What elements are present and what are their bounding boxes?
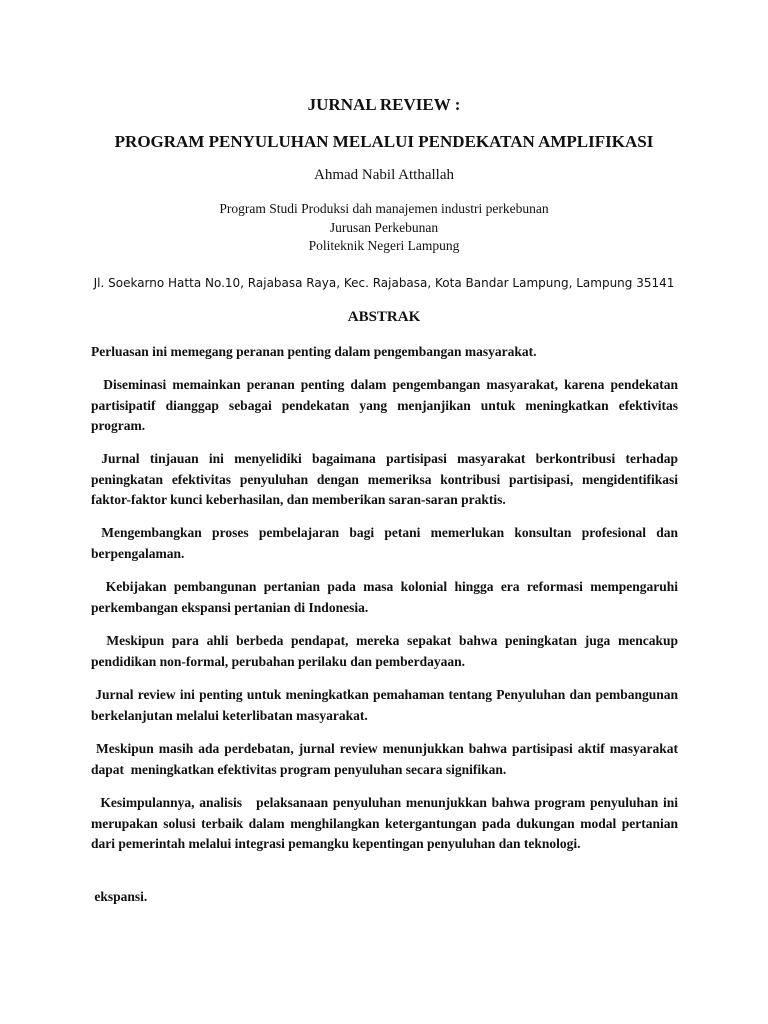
abstract-paragraph: Mengembangkan proses pembelajaran bagi petani memerlukan konsultan profesional dan berpengalaman. [91, 525, 682, 561]
abstract-paragraph: Kebijakan pembangunan pertanian pada masa kolonial hingga era reformasi mempengaruhi perkembangan ekspansi pertanian di Indonesia. [91, 579, 682, 615]
affiliation-department: Jurusan Perkebunan [329, 219, 439, 235]
abstract-heading: ABSTRAK [347, 309, 421, 325]
affiliation-institution: Politeknik Negeri Lampung [308, 238, 460, 253]
author-name: Ahmad Nabil Atthallah [314, 167, 454, 183]
journal-title-line1: JURNAL REVIEW : [307, 95, 461, 114]
journal-title-line2: PROGRAM PENYULUHAN MELALUI PENDEKATAN AMPLIFIKASI [114, 132, 654, 151]
abstract-paragraph: Perluasan ini memegang peranan penting dalam pengembangan masyarakat. [91, 344, 537, 359]
abstract-paragraph: Diseminasi memainkan peranan penting dalam pengembangan masyarakat, karena pendekatan partisipatif dianggap sebagai pendekatan yang menjanjikan untuk meningkatkan efektivitas program. [91, 377, 682, 433]
abstract-paragraph: Jurnal review ini penting untuk meningkatkan pemahaman tentang Penyuluhan dan pembangunan berkelanjutan melalui keterlibatan masyarakat. [91, 687, 682, 723]
affiliation-block [0, 200, 768, 256]
abstract-paragraph: Kesimpulannya, analisis pelaksanaan penyuluhan menunjukkan bahwa program penyuluhan ini merupakan solusi terbaik dalam menghilangkan ketergantungan pada dukungan modal pertanian dari pemerintah melalui integrasi pemangku kepentingan penyuluhan dan teknologi. [91, 795, 682, 851]
abstract-paragraph: Meskipun masih ada perdebatan, jurnal review menunjukkan bahwa partisipasi aktif masyarakat dapat meningkatkan efektivitas program penyuluhan secara signifikan. [91, 741, 682, 777]
abstract-paragraph: Jurnal tinjauan ini menyelidiki bagaimana partisipasi masyarakat berkontribusi terhadap peningkatan efektivitas penyuluhan dengan memeriksa kontribusi partisipasi, mengidentifikasi faktor-faktor kunci keberhasilan, dan memberikan saran-saran praktis. [91, 451, 682, 507]
affiliation-study-program: Program Studi Produksi dah manajemen industri perkebunan [219, 201, 549, 216]
institution-address: Jl. Soekarno Hatta No.10, Rajabasa Raya, Kec. Rajabasa, Kota Bandar Lampung, Lampung 35141 [93, 276, 675, 290]
abstract-paragraph: ekspansi. [91, 889, 148, 904]
abstract-paragraph: Meskipun para ahli berbeda pendapat, mereka sepakat bahwa peningkatan juga mencakup pendidikan non-formal, perubahan perilaku dan pemberdayaan. [91, 633, 682, 669]
